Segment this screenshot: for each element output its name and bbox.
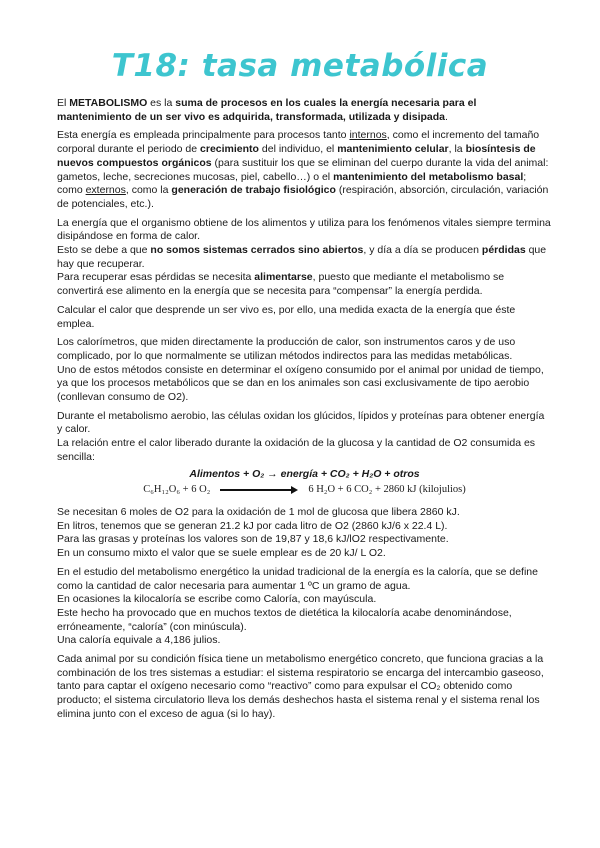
text-run: que hay que recuperar. xyxy=(57,244,547,270)
equation-alimentos: Alimentos + O₂ → energía + CO₂ + H₂O + otros xyxy=(189,467,420,480)
paragraph-caloria xyxy=(57,566,552,648)
underlined-externos: externos xyxy=(85,184,126,197)
text-run: La relación entre el calor liberado durante la oxidación de la glucosa y la cantidad de O2 consumida es sencilla: xyxy=(57,437,536,463)
text-run: Este hecho ha provocado que en muchos textos de dietética la kilocaloría acabe denominándose, erróneamente, “caloría” (con minúscula). xyxy=(57,606,512,633)
text-run: En un consumo mixto el valor que se suele emplear es de 20 kJ/ L O2. xyxy=(57,547,386,560)
paragraph-metabolismo-definition xyxy=(57,97,552,124)
text-run: Los calorímetros, que miden directamente la producción de calor, son instrumentos caros y de uso complicado, por lo que normalmente se utilizan métodos indirectos para las medidas metabólicas. xyxy=(57,336,516,362)
text-run: El xyxy=(57,97,70,109)
paragraph-valores xyxy=(57,506,552,561)
text-run: , como la xyxy=(125,184,172,197)
text-run: Se necesitan 6 moles de O2 para la oxidación de 1 mol de glucosa que libera 2860 kJ. xyxy=(57,505,460,518)
text-run: La energía que el organismo obtiene de los alimentos y utiliza para los fenómenos vitales siempre termina disipándose en forma de calor. xyxy=(57,216,551,243)
reaction-arrow-icon xyxy=(220,486,298,494)
bold-mantenimiento-celular: mantenimiento celular xyxy=(337,143,449,156)
text-run: (para sustituir los que se eliminan del cuerpo durante la vida del animal: gametos, leche, secreciones mucosas, piel, cabello…) o el xyxy=(57,156,549,183)
text-run: del individuo, el xyxy=(258,143,338,156)
underlined-internos: internos xyxy=(349,129,387,142)
text-run: Para recuperar esas pérdidas se necesita xyxy=(57,271,255,284)
paragraph-calorimetros xyxy=(57,336,552,405)
bold-term-metabolismo: METABOLISMO xyxy=(69,97,148,109)
bold-sistemas-abiertos: no somos sistemas cerrados sino abiertos xyxy=(150,244,364,257)
paragraph-energy-uses xyxy=(57,129,552,211)
paragraph-calor: Calcular el calor que desprende un ser vivo es, por ello, una medida exacta de la energía que éste emplea. xyxy=(57,303,516,330)
text-run: En ocasiones la kilocaloría se escribe como Caloría, con mayúscula. xyxy=(57,593,377,606)
equation-glucosa xyxy=(57,483,552,497)
text-run: (respiración, absorción, circulación, variación de potenciales, etc.). xyxy=(57,184,549,210)
page-title: T18: tasa metabólica xyxy=(111,48,489,84)
equation-reactants: C₆H₁₂O₆ + 6 O₂ xyxy=(143,484,211,496)
paragraph-aerobio xyxy=(57,410,552,465)
equation-products: 6 H₂O + 6 CO₂ + 2860 kJ (kilojulios) xyxy=(308,484,466,496)
text-run: , la xyxy=(448,143,466,156)
text-run: es la xyxy=(147,97,176,109)
text-run: . xyxy=(445,110,448,123)
bold-crecimiento: crecimiento xyxy=(200,143,259,156)
bold-trabajo-fisiologico: generación de trabajo fisiológico xyxy=(171,184,336,197)
bold-definition: suma de procesos en los cuales la energía necesaria para el mantenimiento de un ser vivo es adquirida, transformada, utilizada y disipada xyxy=(57,97,477,123)
text-run: ; como xyxy=(57,170,527,197)
text-run: Esta energía es empleada principalmente para procesos tanto xyxy=(57,129,350,142)
document-body xyxy=(57,97,552,727)
text-run: En el estudio del metabolismo energético la unidad tradicional de la energía es la caloría, que se define como la cantidad de calor necesaria para aumentar 1 ºC un gramo de agua. xyxy=(57,565,538,592)
text-run: En litros, tenemos que se generan 21.2 kJ por cada litro de O2 (2860 kJ/6 x 22.4 L). xyxy=(57,519,448,532)
bold-alimentarse: alimentarse xyxy=(254,271,313,284)
paragraph-sistemas: Cada animal por su condición física tiene un metabolismo energético concreto, que funciona gracias a la combinación de los tres sistemas a estudiar: el sistema respiratorio se encarga del intercambio gaseoso, tanto para captar el oxígeno necesario como “reactivo” como para expulsar el CO₂ obtenido como producto; el sistema circulatorio lleva los demás deshechos hasta el sistema renal y el sistema renal los elimina junto con el exceso de agua (si lo hay). xyxy=(57,653,544,720)
text-run: Para las grasas y proteínas los valores son de 19,87 y 18,6 kJ/lO2 respectivamente. xyxy=(57,533,449,546)
bold-metabolismo-basal: mantenimiento del metabolismo basal xyxy=(333,170,524,183)
text-run: Durante el metabolismo aerobio, las células oxidan los glúcidos, lípidos y proteínas para obtener energía y calor. xyxy=(57,409,545,436)
text-run: Esto se debe a que xyxy=(57,244,151,257)
paragraph-energy-dissipation xyxy=(57,217,552,299)
bold-biosintesis: biosíntesis de nuevos compuestos orgánicos xyxy=(57,143,536,169)
text-run: , y día a día se producen xyxy=(363,244,482,257)
text-run: , puesto que mediante el metabolismo se convertirá ese alimento en la energía que se necesita para “compensar” la energía perdida. xyxy=(57,271,505,298)
text-run: Uno de estos métodos consiste en determinar el oxígeno consumido por el animal por unidad de tiempo, ya que los procesos metabólicos que se dan en los animales son casi exclusivamente de tipo aerobio (conllevan consumo de O2). xyxy=(57,363,544,404)
bold-perdidas: pérdidas xyxy=(481,244,526,257)
text-run: , como el incremento del tamaño corporal durante el periodo de xyxy=(57,129,540,156)
text-run: Una caloría equivale a 4,186 julios. xyxy=(57,634,221,647)
